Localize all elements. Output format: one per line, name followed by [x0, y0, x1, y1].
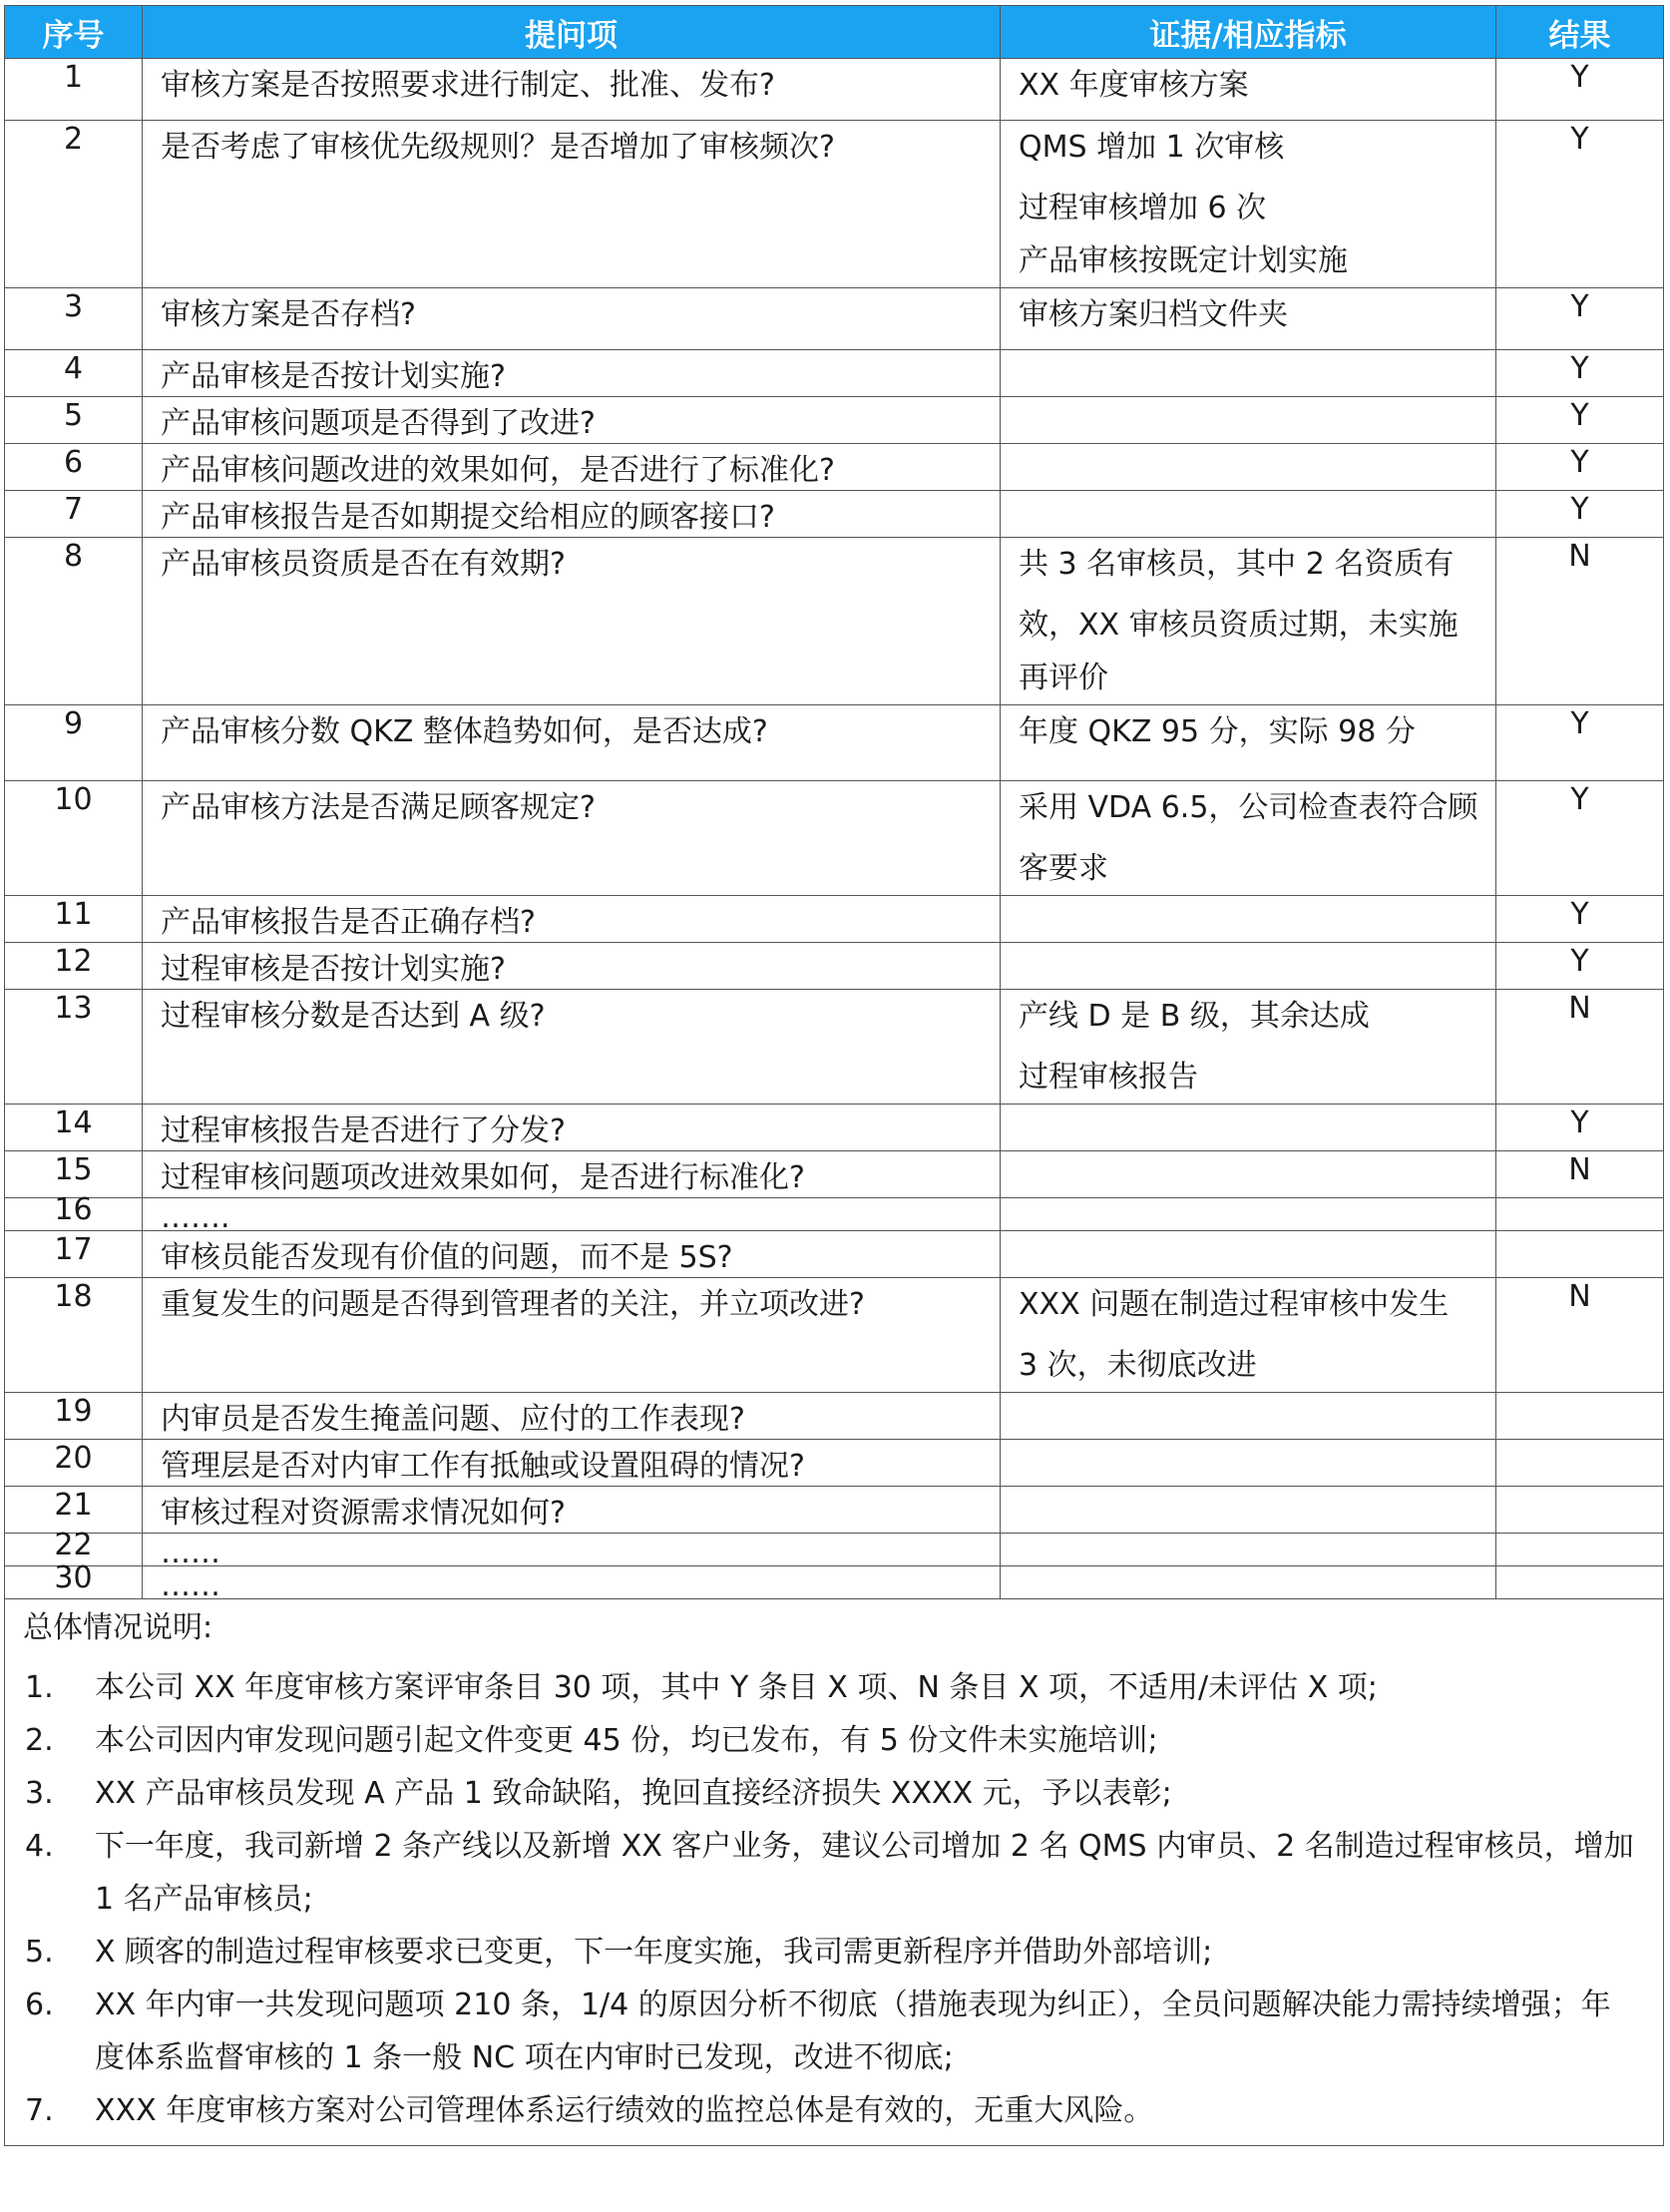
row-question: 过程审核分数是否达到 A 级?	[143, 990, 1001, 1105]
summary-item-line: 本公司 XX 年度审核方案评审条目 30 项，其中 Y 条目 X 项、N 条目 X 项，不适用/未评估 X 项;	[95, 1670, 1378, 1705]
row-result	[1496, 1487, 1664, 1534]
row-question: 产品审核方法是否满足顾客规定?	[143, 781, 1001, 896]
table-row	[5, 444, 1664, 491]
row-number: 9	[5, 705, 143, 781]
summary-item-line: 度体系监督审核的 1 条一般 NC 项在内审时已发现，改进不彻底;	[95, 2040, 954, 2075]
evidence-line: 效，XX 审核员资质过期，未实施	[1019, 608, 1459, 643]
summary-item-line: 本公司因内审发现问题引起文件变更 45 份，均已发布，有 5 份文件未实施培训;	[95, 1723, 1158, 1758]
table-row	[5, 990, 1664, 1105]
summary-item-text	[95, 1979, 1645, 2084]
row-result	[1496, 1198, 1664, 1231]
summary-item-line: X 顾客的制造过程审核要求已变更，下一年度实施，我司需更新程序并借助外部培训;	[95, 1935, 1213, 1970]
row-evidence	[1001, 397, 1496, 444]
row-question: 产品审核问题改进的效果如何，是否进行了标准化?	[143, 444, 1001, 491]
row-number: 30	[5, 1566, 143, 1599]
row-question: 产品审核报告是否如期提交给相应的顾客接口?	[143, 491, 1001, 538]
row-evidence	[1001, 943, 1496, 990]
row-number: 5	[5, 397, 143, 444]
evidence-line: 客要求	[1019, 851, 1108, 886]
summary-item-index: 2.	[25, 1723, 54, 1758]
summary-item-index: 5.	[25, 1935, 54, 1970]
evidence-line: 采用 VDA 6.5，公司检查表符合顾	[1019, 790, 1478, 825]
row-evidence	[1001, 705, 1496, 781]
row-result: Y	[1496, 943, 1664, 990]
row-result: Y	[1496, 444, 1664, 491]
evidence-line: 过程审核报告	[1019, 1060, 1198, 1095]
row-question: 审核员能否发现有价值的问题，而不是 5S?	[143, 1231, 1001, 1278]
summary-item-index: 7.	[25, 2093, 54, 2128]
row-evidence	[1001, 1278, 1496, 1393]
row-number: 22	[5, 1534, 143, 1566]
row-evidence	[1001, 288, 1496, 350]
header-evidence: 证据/相应指标	[1001, 6, 1496, 59]
row-result: Y	[1496, 781, 1664, 896]
summary-item-text	[95, 1820, 1645, 1926]
header-result: 结果	[1496, 6, 1664, 59]
summary-item	[23, 1820, 1645, 1926]
table-row	[5, 1440, 1664, 1487]
summary-item	[23, 1661, 1645, 1714]
row-question: ……	[143, 1566, 1001, 1599]
row-evidence	[1001, 538, 1496, 705]
row-result: Y	[1496, 59, 1664, 121]
row-evidence	[1001, 1566, 1496, 1599]
row-question: 审核过程对资源需求情况如何?	[143, 1487, 1001, 1534]
table-row	[5, 59, 1664, 121]
summary-list	[23, 1661, 1645, 2137]
table-row	[5, 121, 1664, 288]
row-result: Y	[1496, 288, 1664, 350]
table-row	[5, 1231, 1664, 1278]
header-question: 提问项	[143, 6, 1001, 59]
row-result	[1496, 1393, 1664, 1440]
row-question: 过程审核报告是否进行了分发?	[143, 1105, 1001, 1151]
evidence-line: 审核方案归档文件夹	[1019, 297, 1288, 332]
row-result	[1496, 1534, 1664, 1566]
row-evidence	[1001, 350, 1496, 397]
summary-item-line: XXX 年度审核方案对公司管理体系运行绩效的监控总体是有效的，无重大风险。	[95, 2093, 1154, 2128]
audit-checklist-table	[4, 5, 1664, 2146]
summary-item-index: 4.	[25, 1829, 54, 1864]
row-number: 4	[5, 350, 143, 397]
row-question: 产品审核报告是否正确存档?	[143, 896, 1001, 943]
row-question: 过程审核是否按计划实施?	[143, 943, 1001, 990]
table-row	[5, 397, 1664, 444]
row-number: 2	[5, 121, 143, 288]
table-row	[5, 491, 1664, 538]
row-number: 12	[5, 943, 143, 990]
row-number: 1	[5, 59, 143, 121]
summary-item-index: 6.	[25, 1988, 54, 2022]
summary-item-text	[95, 2084, 1645, 2137]
evidence-line: QMS 增加 1 次审核	[1019, 130, 1285, 165]
row-result: N	[1496, 1278, 1664, 1393]
row-result: Y	[1496, 397, 1664, 444]
row-question: 产品审核问题项是否得到了改进?	[143, 397, 1001, 444]
table-row	[5, 1534, 1664, 1566]
row-question: 审核方案是否按照要求进行制定、批准、发布?	[143, 59, 1001, 121]
row-number: 10	[5, 781, 143, 896]
row-question: 管理层是否对内审工作有抵触或设置阻碍的情况?	[143, 1440, 1001, 1487]
row-evidence	[1001, 1487, 1496, 1534]
row-number: 7	[5, 491, 143, 538]
summary-item-index: 3.	[25, 1776, 54, 1811]
row-result	[1496, 1231, 1664, 1278]
table-row	[5, 288, 1664, 350]
row-result: Y	[1496, 1105, 1664, 1151]
row-evidence	[1001, 1231, 1496, 1278]
row-result: Y	[1496, 896, 1664, 943]
summary-title: 总体情况说明:	[23, 1610, 213, 1645]
table-row	[5, 1278, 1664, 1393]
row-result: Y	[1496, 121, 1664, 288]
evidence-line: 产品审核按既定计划实施	[1019, 243, 1348, 278]
summary-item-line: 下一年度，我司新增 2 条产线以及新增 XX 客户业务，建议公司增加 2 名 QMS 内审员、2 名制造过程审核员，增加	[95, 1829, 1634, 1864]
row-evidence	[1001, 1393, 1496, 1440]
row-question: 审核方案是否存档?	[143, 288, 1001, 350]
row-question: ……	[143, 1534, 1001, 1566]
summary-item-text	[95, 1714, 1645, 1767]
row-number: 17	[5, 1231, 143, 1278]
row-result: N	[1496, 538, 1664, 705]
table-row	[5, 1198, 1664, 1231]
summary-item-text	[95, 1926, 1645, 1979]
row-number: 18	[5, 1278, 143, 1393]
row-result: N	[1496, 990, 1664, 1105]
table-body	[5, 59, 1664, 1603]
row-evidence	[1001, 896, 1496, 943]
row-evidence	[1001, 444, 1496, 491]
evidence-line: XX 年度审核方案	[1019, 68, 1249, 103]
summary-row	[5, 1599, 1664, 2146]
row-result: Y	[1496, 705, 1664, 781]
header-num: 序号	[5, 6, 143, 59]
summary-item-text	[95, 1661, 1645, 1714]
table-row	[5, 781, 1664, 896]
row-result: Y	[1496, 350, 1664, 397]
row-result: Y	[1496, 491, 1664, 538]
summary-item-index: 1.	[25, 1670, 54, 1705]
table-row	[5, 1566, 1664, 1599]
table-row	[5, 1393, 1664, 1440]
row-evidence	[1001, 491, 1496, 538]
row-number: 14	[5, 1105, 143, 1151]
row-number: 20	[5, 1440, 143, 1487]
evidence-line: 再评价	[1019, 661, 1108, 695]
row-evidence	[1001, 59, 1496, 121]
summary-item-line: XX 产品审核员发现 A 产品 1 致命缺陷，挽回直接经济损失 XXXX 元，予以表彰;	[95, 1776, 1172, 1811]
summary-item	[23, 1714, 1645, 1767]
table-row	[5, 538, 1664, 705]
summary-item	[23, 1979, 1645, 2084]
summary-item-text	[95, 1767, 1645, 1820]
summary-item	[23, 1767, 1645, 1820]
row-question: 过程审核问题项改进效果如何，是否进行标准化?	[143, 1151, 1001, 1198]
summary-item-line: 1 名产品审核员;	[95, 1882, 313, 1917]
table-row	[5, 896, 1664, 943]
table-row	[5, 705, 1664, 781]
row-evidence	[1001, 121, 1496, 288]
row-question: 产品审核分数 QKZ 整体趋势如何，是否达成?	[143, 705, 1001, 781]
row-number: 21	[5, 1487, 143, 1534]
table-row	[5, 1487, 1664, 1534]
row-number: 3	[5, 288, 143, 350]
summary-item	[23, 2084, 1645, 2137]
evidence-line: 过程审核增加 6 次	[1019, 191, 1267, 225]
row-number: 11	[5, 896, 143, 943]
row-number: 15	[5, 1151, 143, 1198]
header-row	[5, 6, 1664, 59]
row-question: 产品审核员资质是否在有效期?	[143, 538, 1001, 705]
evidence-line: 共 3 名审核员，其中 2 名资质有	[1019, 547, 1455, 582]
summary-cell	[5, 1599, 1664, 2146]
evidence-line: XXX 问题在制造过程审核中发生	[1019, 1287, 1450, 1322]
evidence-line: 产线 D 是 B 级，其余达成	[1019, 999, 1370, 1034]
row-result: N	[1496, 1151, 1664, 1198]
row-result	[1496, 1566, 1664, 1599]
row-question: 产品审核是否按计划实施?	[143, 350, 1001, 397]
table-row	[5, 943, 1664, 990]
row-evidence	[1001, 1440, 1496, 1487]
row-question: …….	[143, 1198, 1001, 1231]
row-evidence	[1001, 1105, 1496, 1151]
evidence-line: 年度 QKZ 95 分，实际 98 分	[1019, 714, 1416, 749]
row-number: 6	[5, 444, 143, 491]
row-question: 是否考虑了审核优先级规则？是否增加了审核频次?	[143, 121, 1001, 288]
row-question: 内审员是否发生掩盖问题、应付的工作表现?	[143, 1393, 1001, 1440]
table-row	[5, 1151, 1664, 1198]
table-row	[5, 1105, 1664, 1151]
row-evidence	[1001, 1198, 1496, 1231]
summary-item-line: XX 年内审一共发现问题项 210 条，1/4 的原因分析不彻底（措施表现为纠正），全员问题解决能力需持续增强；年	[95, 1988, 1611, 2022]
table-row	[5, 350, 1664, 397]
evidence-line: 3 次，未彻底改进	[1019, 1348, 1257, 1383]
summary-item	[23, 1926, 1645, 1979]
row-evidence	[1001, 990, 1496, 1105]
row-evidence	[1001, 781, 1496, 896]
row-number: 19	[5, 1393, 143, 1440]
row-number: 8	[5, 538, 143, 705]
row-question: 重复发生的问题是否得到管理者的关注，并立项改进?	[143, 1278, 1001, 1393]
row-evidence	[1001, 1151, 1496, 1198]
row-number: 16	[5, 1198, 143, 1231]
row-number: 13	[5, 990, 143, 1105]
row-evidence	[1001, 1534, 1496, 1566]
row-result	[1496, 1440, 1664, 1487]
